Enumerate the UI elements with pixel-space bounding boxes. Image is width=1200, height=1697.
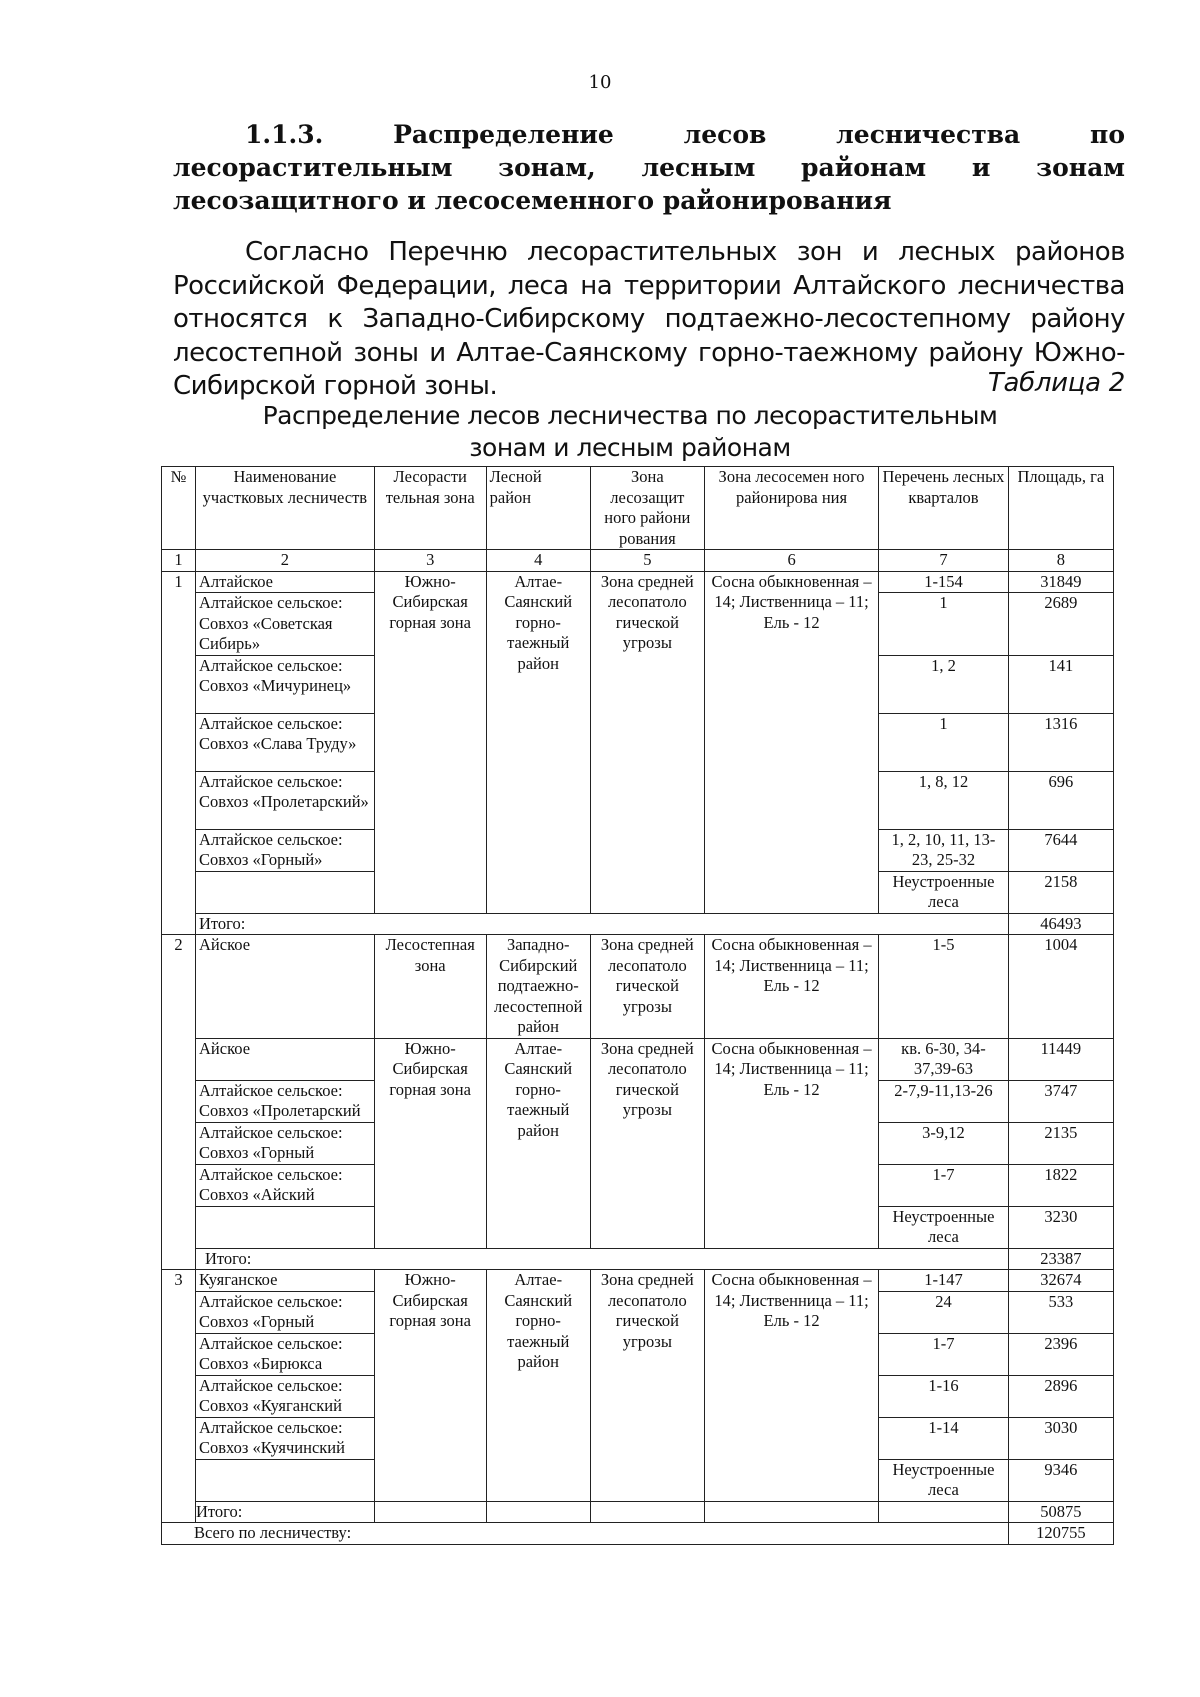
seed-zone: Сосна обыкновенная – 14; Лиственница – 11; Ель - 12 xyxy=(704,1270,878,1502)
forestry-name: Айское xyxy=(196,935,375,1039)
table-body xyxy=(162,467,1114,1545)
empty-cell xyxy=(704,1501,878,1523)
seed-zone: Сосна обыкновенная – 14; Лиственница – 11; Ель - 12 xyxy=(704,935,878,1039)
forestry-name: Алтайское сельское: Совхоз «Бирюкса xyxy=(196,1333,375,1375)
forest-district: Алтае-Саянский горно-таежный район xyxy=(486,1038,590,1248)
table-row xyxy=(162,1038,1114,1080)
quarter-list: Неустроенные леса xyxy=(879,1459,1008,1501)
protection-zone: Зона средней лесопатоло гической угрозы xyxy=(590,1038,704,1248)
empty-cell xyxy=(590,1501,704,1523)
subtotal-row xyxy=(162,1501,1114,1523)
forestry-name xyxy=(196,1459,375,1501)
forestry-name xyxy=(196,871,375,913)
subtotal-label: Итого: xyxy=(196,913,1009,935)
table-row xyxy=(162,571,1114,593)
area-value: 2135 xyxy=(1008,1122,1113,1164)
seed-zone: Сосна обыкновенная – 14; Лиственница – 11; Ель - 12 xyxy=(704,1038,878,1248)
area-value: 1822 xyxy=(1008,1164,1113,1206)
table-caption xyxy=(260,400,1000,464)
area-value: 3030 xyxy=(1008,1417,1113,1459)
forestry-name: Алтайское сельское: Совхоз «Горный xyxy=(196,1122,375,1164)
quarter-list: 1-14 xyxy=(879,1417,1008,1459)
vegetation-zone: Южно-Сибирская горная зона xyxy=(374,1270,486,1502)
area-value: 7644 xyxy=(1008,829,1113,871)
forestry-name: Алтайское сельское: Совхоз «Пролетарский xyxy=(196,1080,375,1122)
quarter-list: 1, 2 xyxy=(879,655,1008,713)
page-number: 10 xyxy=(588,72,612,93)
column-number: 2 xyxy=(196,550,375,572)
column-header: Зона лесосемен ного районирова ния xyxy=(704,467,878,550)
forestry-name xyxy=(196,1206,375,1248)
table-row xyxy=(162,1270,1114,1292)
quarter-list: 2-7,9-11,13-26 xyxy=(879,1080,1008,1122)
column-header: Зона лесозащит ного райони рования xyxy=(590,467,704,550)
column-number: 3 xyxy=(374,550,486,572)
section-heading xyxy=(173,118,1125,217)
quarter-list: 1-7 xyxy=(879,1164,1008,1206)
quarter-list: 1 xyxy=(879,713,1008,771)
column-number: 8 xyxy=(1008,550,1113,572)
area-value: 141 xyxy=(1008,655,1113,713)
quarter-list: 1-16 xyxy=(879,1375,1008,1417)
forestry-name: Алтайское сельское: Совхоз «Горный xyxy=(196,1291,375,1333)
grand-total-label: Всего по лесничеству: xyxy=(162,1523,1009,1545)
area-value: 1004 xyxy=(1008,935,1113,1039)
forestry-name: Алтайское сельское: Совхоз «Советская Сибирь» xyxy=(196,593,375,656)
subtotal-value: 23387 xyxy=(1008,1248,1113,1270)
column-number: 7 xyxy=(879,550,1008,572)
subtotal-label: Итого: xyxy=(196,1501,375,1523)
area-value: 2396 xyxy=(1008,1333,1113,1375)
column-header: Лесной район xyxy=(486,467,590,550)
seed-zone: Сосна обыкновенная – 14; Лиственница – 11; Ель - 12 xyxy=(704,571,878,913)
forestry-name: Алтайское сельское: Совхоз «Куячинский xyxy=(196,1417,375,1459)
column-header: Лесорасти тельная зона xyxy=(374,467,486,550)
section-number: 1.1.3. xyxy=(245,120,324,149)
forest-district: Западно-Сибирский подтаежно-лесостепной район xyxy=(486,935,590,1039)
column-number: 6 xyxy=(704,550,878,572)
subtotal-row xyxy=(162,1248,1114,1270)
quarter-list: 24 xyxy=(879,1291,1008,1333)
forestry-name: Алтайское сельское: Совхоз «Горный» xyxy=(196,829,375,871)
area-value: 3230 xyxy=(1008,1206,1113,1248)
quarter-list: 1, 8, 12 xyxy=(879,771,1008,829)
group-number: 2 xyxy=(162,935,196,1270)
table-caption-line: Распределение лесов лесничества по лесорастительным xyxy=(262,401,998,430)
forestry-name: Алтайское сельское: Совхоз «Айский xyxy=(196,1164,375,1206)
area-value: 1316 xyxy=(1008,713,1113,771)
empty-cell xyxy=(879,1501,1008,1523)
subtotal-value: 46493 xyxy=(1008,913,1113,935)
group-number: 3 xyxy=(162,1270,196,1523)
column-number: 1 xyxy=(162,550,196,572)
forestry-name: Алтайское сельское: Совхоз «Слава Труду» xyxy=(196,713,375,771)
column-header: Наименование участковых лесничеств xyxy=(196,467,375,550)
table-label: Таблица 2 xyxy=(987,368,1125,398)
column-header: Перечень лесных кварталов xyxy=(879,467,1008,550)
forestry-name: Куяганское xyxy=(196,1270,375,1292)
forest-district: Алтае-Саянский горно-таежный район xyxy=(486,571,590,913)
forestry-name: Алтайское сельское: Совхоз «Мичуринец» xyxy=(196,655,375,713)
subtotal-row xyxy=(162,913,1114,935)
section-title: Распределение лесов лесничества по лесорастительным зонам, лесным районам и зонам лесозащитного и лесосеменного районирования xyxy=(173,120,1125,215)
table-row xyxy=(162,935,1114,1039)
area-value: 9346 xyxy=(1008,1459,1113,1501)
area-value: 3747 xyxy=(1008,1080,1113,1122)
grand-total-row xyxy=(162,1523,1114,1545)
column-header: Площадь, га xyxy=(1008,467,1113,550)
forestry-name: Айское xyxy=(196,1038,375,1080)
column-number-row xyxy=(162,550,1114,572)
forest-district: Алтае-Саянский горно-таежный район xyxy=(486,1270,590,1502)
protection-zone: Зона средней лесопатоло гической угрозы xyxy=(590,571,704,913)
area-value: 11449 xyxy=(1008,1038,1113,1080)
column-number: 4 xyxy=(486,550,590,572)
column-header: № xyxy=(162,467,196,550)
quarter-list: 1, 2, 10, 11, 13-23, 25-32 xyxy=(879,829,1008,871)
quarter-list: Неустроенные леса xyxy=(879,871,1008,913)
body-paragraph: Согласно Перечню лесорастительных зон и лесных районов Российской Федерации, леса на территории Алтайского лесничества относятся к Западно-Сибирскому подтаежно-лесостепному району лесостепной зоны и Алтае-Саянскому горно-таежному району Южно-Сибирской горной зоны. xyxy=(173,237,1125,401)
quarter-list: 1-154 xyxy=(879,571,1008,593)
area-value: 2158 xyxy=(1008,871,1113,913)
forest-distribution-table xyxy=(161,466,1114,1545)
quarter-list: 1-147 xyxy=(879,1270,1008,1292)
group-number: 1 xyxy=(162,571,196,935)
forestry-name: Алтайское сельское: Совхоз «Куяганский xyxy=(196,1375,375,1417)
column-number: 5 xyxy=(590,550,704,572)
area-value: 31849 xyxy=(1008,571,1113,593)
area-value: 2689 xyxy=(1008,593,1113,656)
quarter-list: 3-9,12 xyxy=(879,1122,1008,1164)
table-caption-line: зонам и лесным районам xyxy=(469,433,791,462)
subtotal-label: Итого: xyxy=(196,1248,1009,1270)
subtotal-value: 50875 xyxy=(1008,1501,1113,1523)
table-header-row xyxy=(162,467,1114,550)
quarter-list: Неустроенные леса xyxy=(879,1206,1008,1248)
area-value: 696 xyxy=(1008,771,1113,829)
vegetation-zone: Лесостепная зона xyxy=(374,935,486,1039)
empty-cell xyxy=(374,1501,486,1523)
area-value: 2896 xyxy=(1008,1375,1113,1417)
area-value: 533 xyxy=(1008,1291,1113,1333)
quarter-list: 1 xyxy=(879,593,1008,656)
forestry-name: Алтайское сельское: Совхоз «Пролетарский» xyxy=(196,771,375,829)
protection-zone: Зона средней лесопатоло гической угрозы xyxy=(590,935,704,1039)
area-value: 32674 xyxy=(1008,1270,1113,1292)
grand-total-value: 120755 xyxy=(1008,1523,1113,1545)
vegetation-zone: Южно-Сибирская горная зона xyxy=(374,1038,486,1248)
vegetation-zone: Южно-Сибирская горная зона xyxy=(374,571,486,913)
forestry-name: Алтайское xyxy=(196,571,375,593)
quarter-list: 1-7 xyxy=(879,1333,1008,1375)
protection-zone: Зона средней лесопатоло гической угрозы xyxy=(590,1270,704,1502)
quarter-list: 1-5 xyxy=(879,935,1008,1039)
quarter-list: кв. 6-30, 34-37,39-63 xyxy=(879,1038,1008,1080)
empty-cell xyxy=(486,1501,590,1523)
